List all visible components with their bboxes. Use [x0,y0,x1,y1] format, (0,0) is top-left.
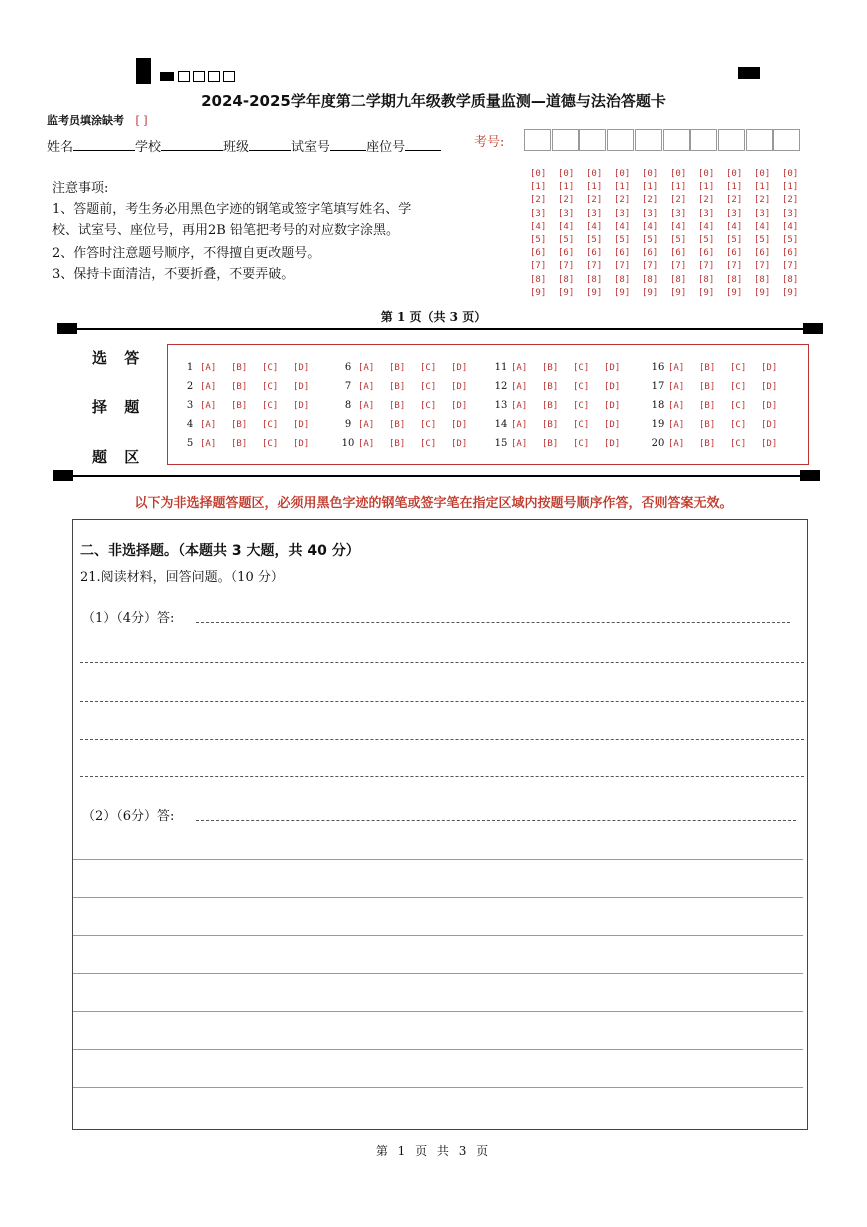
exam-number-box[interactable] [635,129,662,151]
mc-option-bubble[interactable]: [B] [231,420,248,430]
exam-digit-bubble[interactable]: [6] [698,248,715,259]
mc-question-row [338,438,482,449]
mc-question-number: 18 [651,400,665,411]
school-field[interactable] [161,138,223,151]
mc-option-bubble[interactable]: [C] [262,439,279,449]
exam-digit-bubble[interactable]: [8] [670,274,687,285]
exam-digit-bubble[interactable]: [3] [726,208,743,219]
mc-question-number: 2 [186,381,194,392]
mc-question-row [491,400,635,411]
mc-question-row [338,419,482,430]
mc-option-bubble[interactable]: [A] [358,363,375,373]
exam-digit-bubble[interactable]: [5] [754,235,771,246]
mc-question-number: 20 [651,438,665,449]
mc-option-bubble[interactable]: [B] [699,439,716,449]
exam-digit-bubble[interactable]: [6] [614,248,631,259]
exam-digit-bubble[interactable]: [4] [670,221,687,232]
room-field[interactable] [330,138,366,151]
mc-option-bubble[interactable]: [A] [668,363,685,373]
exam-digit-bubble[interactable]: [9] [754,287,771,298]
answer-line[interactable] [196,622,790,623]
answer-line[interactable] [80,701,804,702]
mc-option-bubble[interactable]: [D] [451,382,468,392]
candidate-info-row [47,136,441,155]
answer-line[interactable] [73,897,803,898]
answer-line[interactable] [80,776,804,777]
exam-digit-bubble[interactable]: [5] [782,235,799,246]
mc-question-row [338,362,482,373]
mc-question-row [180,400,324,411]
exam-digit-bubble[interactable]: [3] [530,208,547,219]
alignment-mark-top-right [738,67,760,79]
mc-question-row [648,362,792,373]
exam-digit-bubble[interactable]: [2] [670,195,687,206]
exam-digit-bubble[interactable]: [0] [614,169,631,179]
mc-question-row [180,419,324,430]
exam-digit-bubble[interactable]: [0] [642,169,659,179]
exam-digit-bubble[interactable]: [9] [782,287,799,298]
exam-digit-bubble[interactable]: [7] [726,261,743,272]
exam-digit-bubble[interactable]: [1] [558,182,575,193]
mc-option-bubble[interactable]: [D] [761,401,778,411]
mc-option-bubble[interactable]: [B] [389,420,406,430]
exam-digit-bubble[interactable]: [6] [754,248,771,259]
exam-digit-bubble[interactable]: [4] [642,221,659,232]
mc-question-number: 14 [494,419,508,430]
mc-option-bubble[interactable]: [C] [420,363,437,373]
exam-digit-bubble[interactable]: [7] [642,261,659,272]
mc-question-number: 3 [186,400,194,411]
exam-digit-bubble[interactable]: [5] [586,235,603,246]
exam-digit-bubble[interactable]: [8] [642,274,659,285]
exam-digit-bubble[interactable]: [4] [754,221,771,232]
mc-option-bubble[interactable]: [B] [699,401,716,411]
open-answer-area[interactable] [72,519,808,1130]
exam-digit-bubble[interactable]: [3] [558,208,575,219]
mc-option-bubble[interactable]: [C] [730,420,747,430]
exam-digit-bubble[interactable]: [9] [586,287,603,298]
exam-digit-bubble[interactable]: [4] [698,221,715,232]
exam-digit-bubble[interactable]: [5] [670,235,687,246]
mc-side-label-2: 择 题 [92,398,146,416]
answer-line[interactable] [80,739,804,740]
exam-digit-bubble[interactable]: [9] [530,287,547,298]
exam-digit-bubble[interactable]: [2] [530,195,547,206]
exam-digit-bubble[interactable]: [9] [558,287,575,298]
exam-digit-bubble[interactable]: [3] [642,208,659,219]
exam-digit-bubble[interactable]: [7] [530,261,547,272]
alignment-mark-right-1 [803,323,823,334]
answer-line[interactable] [73,1011,803,1012]
mc-option-bubble[interactable]: [B] [231,439,248,449]
mc-option-bubble[interactable]: [D] [293,382,310,392]
exam-digit-bubble[interactable]: [9] [642,287,659,298]
room-label: 试室号 [291,140,331,155]
exam-digit-bubble[interactable]: [4] [782,221,799,232]
mc-side-label-3: 题 区 [92,448,146,466]
exam-digit-column [558,168,574,300]
exam-digit-bubble[interactable]: [7] [614,261,631,272]
mc-option-bubble[interactable]: [C] [262,382,279,392]
mc-option-bubble[interactable]: [D] [293,420,310,430]
exam-digit-bubble[interactable]: [4] [614,221,631,232]
exam-number-box[interactable] [524,129,551,151]
exam-digit-bubble[interactable]: [4] [558,221,575,232]
exam-digit-bubble[interactable]: [6] [530,248,547,259]
mc-option-bubble[interactable]: [D] [293,439,310,449]
mc-question-row [338,381,482,392]
exam-digit-bubble[interactable]: [5] [726,235,743,246]
exam-digit-bubble[interactable]: [4] [586,221,603,232]
mc-option-bubble[interactable]: [A] [358,401,375,411]
exam-digit-bubble[interactable]: [6] [642,248,659,259]
mc-question-number: 5 [186,438,194,449]
exam-digit-bubble[interactable]: [1] [754,182,771,193]
mc-option-bubble[interactable]: [C] [730,382,747,392]
exam-digit-column [642,168,658,300]
mc-option-bubble[interactable]: [B] [699,382,716,392]
exam-digit-column [586,168,602,300]
exam-digit-bubble[interactable]: [0] [698,169,715,179]
answer-line[interactable] [73,1087,803,1088]
mc-question-row [180,362,324,373]
exam-digit-bubble[interactable]: [6] [782,248,799,259]
exam-digit-bubble[interactable]: [3] [670,208,687,219]
page-title: 2024-2025学年度第二学期九年级教学质量监测—道德与法治答题卡 [201,92,666,110]
exam-digit-bubble[interactable]: [7] [586,261,603,272]
barcode-placeholder-boxes [160,66,238,85]
notes-item-3: 3、保持卡面清洁，不要折叠，不要弄破。 [52,267,295,282]
exam-digit-bubble[interactable]: [1] [726,182,743,193]
exam-digit-column [726,168,742,300]
mc-option-bubble[interactable]: [D] [761,420,778,430]
mc-option-bubble[interactable]: [A] [511,401,528,411]
exam-number-box[interactable] [607,129,634,151]
exam-digit-bubble[interactable]: [5] [698,235,715,246]
mc-option-bubble[interactable]: [B] [542,382,559,392]
mc-option-bubble[interactable]: [B] [699,420,716,430]
mc-option-bubble[interactable]: [A] [358,420,375,430]
exam-digit-bubble[interactable]: [9] [614,287,631,298]
mc-option-bubble[interactable]: [C] [262,420,279,430]
exam-number-box[interactable] [663,129,690,151]
exam-digit-bubble[interactable]: [7] [754,261,771,272]
exam-digit-bubble[interactable]: [6] [558,248,575,259]
proctor-absence-mark [47,112,148,128]
exam-digit-bubble[interactable]: [8] [614,274,631,285]
mc-question-number: 9 [344,419,352,430]
exam-digit-bubble[interactable]: [8] [754,274,771,285]
exam-number-box[interactable] [718,129,745,151]
exam-digit-bubble[interactable]: [0] [558,169,575,179]
exam-number-box[interactable] [690,129,717,151]
answer-line[interactable] [80,662,804,663]
exam-number-box[interactable] [773,129,800,151]
mc-question-row [491,438,635,449]
mc-option-bubble[interactable]: [D] [761,382,778,392]
mc-option-bubble[interactable]: [B] [231,401,248,411]
mc-question-row [648,438,792,449]
mc-question-number: 13 [494,400,508,411]
exam-digit-bubble[interactable]: [0] [782,169,799,179]
exam-digit-bubble[interactable]: [2] [726,195,743,206]
name-field[interactable] [73,138,135,151]
mc-option-bubble[interactable]: [D] [761,363,778,373]
exam-number-box[interactable] [579,129,606,151]
mc-option-bubble[interactable]: [C] [573,439,590,449]
exam-digit-bubble[interactable]: [3] [754,208,771,219]
mc-question-number: 17 [651,381,665,392]
exam-digit-bubble[interactable]: [2] [754,195,771,206]
exam-digit-bubble[interactable]: [9] [698,287,715,298]
alignment-mark-right-2 [800,470,820,481]
mc-question-number: 19 [651,419,665,430]
mc-option-bubble[interactable]: [C] [420,439,437,449]
mc-question-row [648,419,792,430]
mc-option-bubble[interactable]: [C] [262,363,279,373]
exam-digit-bubble[interactable]: [3] [782,208,799,219]
exam-digit-bubble[interactable]: [8] [726,274,743,285]
exam-digit-bubble[interactable]: [5] [642,235,659,246]
exam-digit-bubble[interactable]: [8] [698,274,715,285]
exam-digit-column [614,168,630,300]
mc-option-bubble[interactable]: [A] [511,439,528,449]
mc-option-bubble[interactable]: [A] [668,401,685,411]
mc-question-number: 4 [186,419,194,430]
mc-option-bubble[interactable]: [C] [730,401,747,411]
mc-question-number: 12 [494,381,508,392]
exam-digit-column [782,168,798,300]
answer-line[interactable] [73,935,803,936]
mc-question-number: 10 [341,438,355,449]
mc-option-bubble[interactable]: [D] [293,401,310,411]
exam-digit-bubble[interactable]: [3] [614,208,631,219]
exam-digit-bubble[interactable]: [5] [530,235,547,246]
mc-question-number: 7 [344,381,352,392]
mc-option-bubble[interactable]: [A] [668,382,685,392]
exam-digit-bubble[interactable]: [2] [642,195,659,206]
exam-digit-bubble[interactable]: [0] [586,169,603,179]
proctor-label: 监考员填涂缺考 [47,114,124,127]
mc-option-bubble[interactable]: [D] [604,382,621,392]
exam-digit-column [530,168,546,300]
mc-option-bubble[interactable]: [A] [200,439,217,449]
exam-digit-bubble[interactable]: [1] [586,182,603,193]
mc-option-bubble[interactable]: [A] [668,420,685,430]
mc-option-bubble[interactable]: [C] [420,401,437,411]
notes-item-2: 2、作答时注意题号顺序，不得擅自更改题号。 [52,246,321,261]
exam-digit-bubble[interactable]: [1] [642,182,659,193]
answer-line[interactable] [73,973,803,974]
alignment-mark-left-2 [53,470,73,481]
mc-question-number: 1 [186,362,194,373]
mc-option-bubble[interactable]: [A] [511,420,528,430]
exam-digit-bubble[interactable]: [1] [782,182,799,193]
mc-option-bubble[interactable]: [D] [451,363,468,373]
divider-line-2 [73,475,801,477]
seat-field[interactable] [405,138,441,151]
question-21-2-label: （2）（6分）答: [82,809,175,824]
name-label: 姓名 [47,140,74,155]
mc-question-row [491,419,635,430]
question-21: 21.阅读材料，回答问题。（10 分） [80,570,284,585]
exam-number-box[interactable] [746,129,773,151]
mc-option-bubble[interactable]: [D] [293,363,310,373]
mc-option-bubble[interactable]: [B] [389,363,406,373]
exam-digit-bubble[interactable]: [7] [670,261,687,272]
mc-option-bubble[interactable]: [B] [542,439,559,449]
mc-option-bubble[interactable]: [C] [420,420,437,430]
mc-option-bubble[interactable]: [C] [573,420,590,430]
alignment-mark-top-left [136,58,151,84]
mc-option-bubble[interactable]: [B] [699,363,716,373]
exam-digit-bubble[interactable]: [8] [782,274,799,285]
answer-line[interactable] [196,820,796,821]
proctor-bracket[interactable]: [ ] [135,114,148,127]
exam-digit-bubble[interactable]: [9] [726,287,743,298]
mc-option-bubble[interactable]: [A] [668,439,685,449]
mc-option-bubble[interactable]: [A] [200,382,217,392]
exam-digit-bubble[interactable]: [6] [586,248,603,259]
mc-option-bubble[interactable]: [D] [604,363,621,373]
exam-digit-bubble[interactable]: [6] [726,248,743,259]
mc-option-bubble[interactable]: [A] [358,382,375,392]
mc-option-bubble[interactable]: [A] [511,363,528,373]
mc-question-row [338,400,482,411]
class-field[interactable] [249,138,291,151]
exam-digit-column [698,168,714,300]
section-title: 二、非选择题。（本题共 3 大题，共 40 分） [80,543,360,559]
mc-option-bubble[interactable]: [B] [231,382,248,392]
exam-digit-bubble[interactable]: [2] [558,195,575,206]
exam-digit-bubble[interactable]: [2] [586,195,603,206]
mc-question-row [648,400,792,411]
school-label: 学校 [135,140,162,155]
notes-item-1b: 校、试室号、座位号，再用2B 铅笔把考号的对应数字涂黑。 [52,223,399,238]
exam-digit-bubble[interactable]: [5] [614,235,631,246]
mc-option-bubble[interactable]: [D] [451,439,468,449]
mc-question-row [648,381,792,392]
mc-option-bubble[interactable]: [C] [573,382,590,392]
exam-digit-bubble[interactable]: [3] [698,208,715,219]
mc-question-number: 16 [651,362,665,373]
mc-option-bubble[interactable]: [A] [200,401,217,411]
mc-question-number: 11 [494,362,508,373]
exam-digit-bubble[interactable]: [8] [530,274,547,285]
exam-digit-bubble[interactable]: [8] [558,274,575,285]
exam-digit-bubble[interactable]: [5] [558,235,575,246]
exam-digit-bubble[interactable]: [0] [754,169,771,179]
exam-digit-bubble[interactable]: [2] [698,195,715,206]
notes-block [52,178,411,285]
exam-digit-bubble[interactable]: [3] [586,208,603,219]
exam-digit-bubble[interactable]: [7] [558,261,575,272]
exam-digit-bubble[interactable]: [6] [670,248,687,259]
alignment-mark-left-1 [57,323,77,334]
exam-digit-bubble[interactable]: [4] [726,221,743,232]
mc-option-bubble[interactable]: [C] [420,382,437,392]
mc-option-bubble[interactable]: [D] [604,420,621,430]
mc-option-bubble[interactable]: [B] [231,363,248,373]
exam-digit-bubble[interactable]: [7] [782,261,799,272]
page-indicator-top: 第 1 页（共 3 页） [380,310,487,324]
mc-option-bubble[interactable]: [B] [542,420,559,430]
exam-number-box[interactable] [552,129,579,151]
mc-option-bubble[interactable]: [A] [200,363,217,373]
exam-digit-bubble[interactable]: [0] [726,169,743,179]
mc-option-bubble[interactable]: [B] [389,439,406,449]
exam-digit-column [670,168,686,300]
mc-option-bubble[interactable]: [C] [262,401,279,411]
notes-heading: 注意事项: [52,181,109,196]
mc-question-number: 8 [344,400,352,411]
mc-option-bubble[interactable]: [B] [542,401,559,411]
mc-side-label-1: 选 答 [92,349,146,367]
exam-digit-bubble[interactable]: [1] [530,182,547,193]
exam-digit-bubble[interactable]: [0] [530,169,547,179]
answer-line[interactable] [73,859,803,860]
exam-digit-bubble[interactable]: [8] [586,274,603,285]
mc-option-bubble[interactable]: [D] [604,439,621,449]
mc-question-number: 15 [494,438,508,449]
exam-digit-bubble[interactable]: [1] [614,182,631,193]
question-21-1-label: （1）（4分）答: [82,611,175,626]
notes-item-1a: 1、答题前，考生务必用黑色字迹的钢笔或签字笔填写姓名、学 [52,202,412,217]
class-label: 班级 [223,140,250,155]
mc-question-row [491,381,635,392]
mc-question-number: 6 [344,362,352,373]
mc-question-row [180,381,324,392]
warning-text: 以下为非选择题答题区，必须用黑色字迹的钢笔或签字笔在指定区域内按题号顺序作答，否则答案无效。 [134,496,733,511]
mc-option-bubble[interactable]: [A] [200,420,217,430]
seat-label: 座位号 [366,140,406,155]
mc-option-bubble[interactable]: [A] [358,439,375,449]
mc-question-row [491,362,635,373]
exam-digit-bubble[interactable]: [4] [530,221,547,232]
exam-digit-column [754,168,770,300]
mc-option-bubble[interactable]: [C] [730,439,747,449]
mc-option-bubble[interactable]: [D] [451,420,468,430]
mc-option-bubble[interactable]: [B] [389,382,406,392]
exam-number-label: 考号: [474,135,505,150]
mc-option-bubble[interactable]: [D] [761,439,778,449]
page-footer: 第 1 页 共 3 页 [375,1144,492,1158]
exam-digit-bubble[interactable]: [2] [614,195,631,206]
exam-digit-bubble[interactable]: [7] [698,261,715,272]
mc-option-bubble[interactable]: [A] [511,382,528,392]
mc-question-row [180,438,324,449]
mc-option-bubble[interactable]: [B] [542,363,559,373]
mc-option-bubble[interactable]: [C] [573,363,590,373]
mc-option-bubble[interactable]: [C] [730,363,747,373]
mc-option-bubble[interactable]: [D] [604,401,621,411]
exam-digit-bubble[interactable]: [0] [670,169,687,179]
answer-line[interactable] [73,1049,803,1050]
exam-digit-bubble[interactable]: [2] [782,195,799,206]
mc-option-bubble[interactable]: [C] [573,401,590,411]
mc-option-bubble[interactable]: [B] [389,401,406,411]
exam-digit-bubble[interactable]: [9] [670,287,687,298]
exam-digit-bubble[interactable]: [1] [670,182,687,193]
mc-option-bubble[interactable]: [D] [451,401,468,411]
exam-digit-bubble[interactable]: [1] [698,182,715,193]
divider-line-1 [77,328,803,330]
